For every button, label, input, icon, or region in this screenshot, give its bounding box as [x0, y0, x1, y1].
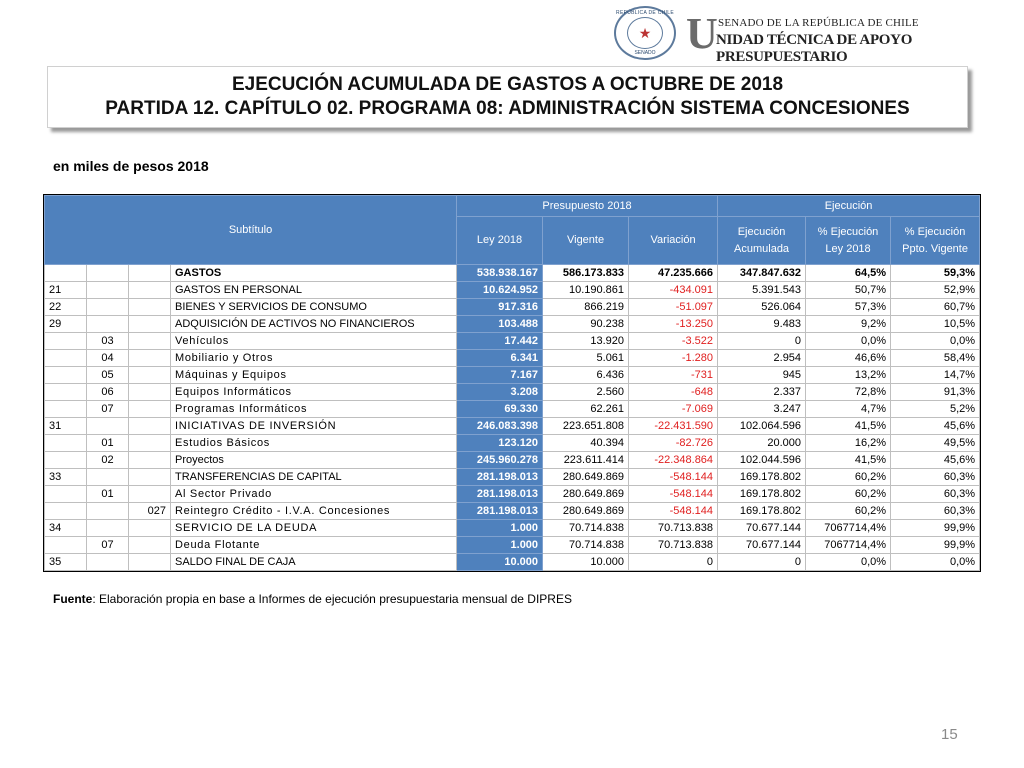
- pct-vigente-cell: 45,6%: [891, 418, 980, 435]
- pct-vigente-cell: 60,7%: [891, 299, 980, 316]
- ejecucion-cell: 0: [718, 333, 806, 350]
- pct-vigente-cell: 0,0%: [891, 554, 980, 571]
- title-line-1: EJECUCIÓN ACUMULADA DE GASTOS A OCTUBRE DE 2018: [231, 74, 784, 95]
- header-ejec-line1: Ejecución: [737, 225, 786, 238]
- table-row: [45, 350, 980, 367]
- header-pct-ley: [806, 217, 891, 265]
- subtitulo-cell: 35: [45, 554, 87, 571]
- asignacion-cell: [129, 486, 171, 503]
- header-subtitulo: Subtítulo: [45, 196, 457, 265]
- subtitulo-cell: [45, 350, 87, 367]
- ejecucion-cell: 945: [718, 367, 806, 384]
- subtitulo-cell: [45, 384, 87, 401]
- ley-cell: 103.488: [457, 316, 543, 333]
- variacion-cell: -1.280: [629, 350, 718, 367]
- pct-vigente-cell: 45,6%: [891, 452, 980, 469]
- concept-cell: GASTOS EN PERSONAL: [171, 282, 457, 299]
- table-row: [45, 537, 980, 554]
- ejecucion-cell: 70.677.144: [718, 537, 806, 554]
- concept-cell: TRANSFERENCIAS DE CAPITAL: [171, 469, 457, 486]
- concept-cell: Proyectos: [171, 452, 457, 469]
- vigente-cell: 62.261: [543, 401, 629, 418]
- ejecucion-cell: 70.677.144: [718, 520, 806, 537]
- source-note: [53, 592, 572, 606]
- asignacion-cell: [129, 469, 171, 486]
- asignacion-cell: [129, 384, 171, 401]
- concept-cell: Reintegro Crédito - I.V.A. Concesiones: [171, 503, 457, 520]
- ejecucion-cell: 9.483: [718, 316, 806, 333]
- concept-cell: SERVICIO DE LA DEUDA: [171, 520, 457, 537]
- vigente-cell: 10.190.861: [543, 282, 629, 299]
- pct-vigente-cell: 60,3%: [891, 469, 980, 486]
- header-row-1: [45, 196, 980, 217]
- pct-ley-cell: 9,2%: [806, 316, 891, 333]
- pct-ley-cell: 0,0%: [806, 554, 891, 571]
- pct-ley-cell: 13,2%: [806, 367, 891, 384]
- variacion-cell: -434.091: [629, 282, 718, 299]
- ley-cell: 6.341: [457, 350, 543, 367]
- item-cell: 07: [87, 537, 129, 554]
- vigente-cell: 90.238: [543, 316, 629, 333]
- variacion-cell: -648: [629, 384, 718, 401]
- pct-ley-cell: 60,2%: [806, 503, 891, 520]
- subtitulo-cell: 31: [45, 418, 87, 435]
- concept-cell: INICIATIVAS DE INVERSIÓN: [171, 418, 457, 435]
- pct-ley-cell: 50,7%: [806, 282, 891, 299]
- subtitulo-cell: [45, 435, 87, 452]
- ley-cell: 17.442: [457, 333, 543, 350]
- asignacion-cell: [129, 265, 171, 282]
- ley-cell: 10.000: [457, 554, 543, 571]
- vigente-cell: 866.219: [543, 299, 629, 316]
- concept-cell: BIENES Y SERVICIOS DE CONSUMO: [171, 299, 457, 316]
- asignacion-cell: [129, 333, 171, 350]
- ley-cell: 3.208: [457, 384, 543, 401]
- vigente-cell: 5.061: [543, 350, 629, 367]
- item-cell: [87, 282, 129, 299]
- seal-top-text: REPÚBLICA DE CHILE: [616, 10, 674, 16]
- header-variacion: Variación: [629, 217, 718, 265]
- ejecucion-cell: 102.044.596: [718, 452, 806, 469]
- asignacion-cell: [129, 350, 171, 367]
- page-number: 15: [941, 726, 958, 743]
- pct-vigente-cell: 10,5%: [891, 316, 980, 333]
- asignacion-cell: [129, 367, 171, 384]
- header-pct-vig-line1: % Ejecución: [904, 225, 966, 238]
- variacion-cell: 0: [629, 554, 718, 571]
- variacion-cell: -548.144: [629, 469, 718, 486]
- asignacion-cell: [129, 537, 171, 554]
- table-row: [45, 469, 980, 486]
- ejecucion-cell: 3.247: [718, 401, 806, 418]
- asignacion-cell: [129, 418, 171, 435]
- item-cell: 02: [87, 452, 129, 469]
- vigente-cell: 40.394: [543, 435, 629, 452]
- ley-cell: 1.000: [457, 537, 543, 554]
- item-cell: [87, 503, 129, 520]
- item-cell: 04: [87, 350, 129, 367]
- variacion-cell: -7.069: [629, 401, 718, 418]
- ley-cell: 69.330: [457, 401, 543, 418]
- vigente-cell: 223.611.414: [543, 452, 629, 469]
- brand-top-text: SENADO DE LA REPÚBLICA DE CHILE: [718, 17, 919, 29]
- pct-vigente-cell: 99,9%: [891, 520, 980, 537]
- table-row: [45, 384, 980, 401]
- header-ejec-line2: Acumulada: [734, 242, 790, 255]
- header-ejecucion-acumulada: [718, 217, 806, 265]
- header-pct-ley-line2: Ley 2018: [825, 242, 871, 255]
- item-cell: 05: [87, 367, 129, 384]
- item-cell: 01: [87, 435, 129, 452]
- header-pct-vig-line2: Ppto. Vigente: [902, 242, 968, 255]
- table-row: [45, 333, 980, 350]
- budget-table: [44, 195, 980, 571]
- variacion-cell: -3.522: [629, 333, 718, 350]
- table-row: [45, 435, 980, 452]
- subtitulo-cell: [45, 333, 87, 350]
- variacion-cell: -22.431.590: [629, 418, 718, 435]
- concept-cell: Programas Informáticos: [171, 401, 457, 418]
- header-ley: Ley 2018: [457, 217, 543, 265]
- item-cell: 06: [87, 384, 129, 401]
- item-cell: [87, 316, 129, 333]
- pct-ley-cell: 4,7%: [806, 401, 891, 418]
- brand-bottom-text: NIDAD TÉCNICA DE APOYO PRESUPUESTARIO: [716, 32, 913, 65]
- vigente-cell: 586.173.833: [543, 265, 629, 282]
- table-row: [45, 554, 980, 571]
- table-row: [45, 299, 980, 316]
- pct-ley-cell: 46,6%: [806, 350, 891, 367]
- title-line-2: PARTIDA 12. CAPÍTULO 02. PROGRAMA 08: ADMINISTRACIÓN SISTEMA CONCESIONES: [105, 98, 910, 119]
- subtitulo-cell: [45, 367, 87, 384]
- subtitulo-cell: [45, 452, 87, 469]
- vigente-cell: 280.649.869: [543, 503, 629, 520]
- variacion-cell: -548.144: [629, 503, 718, 520]
- ley-cell: 917.316: [457, 299, 543, 316]
- units-label: en miles de pesos 2018: [53, 158, 209, 174]
- pct-ley-cell: 7067714,4%: [806, 537, 891, 554]
- vigente-cell: 6.436: [543, 367, 629, 384]
- source-label: Fuente: [53, 592, 93, 606]
- pct-vigente-cell: 59,3%: [891, 265, 980, 282]
- vigente-cell: 2.560: [543, 384, 629, 401]
- title-box: [47, 66, 968, 128]
- ejecucion-cell: 169.178.802: [718, 469, 806, 486]
- ley-cell: 281.198.013: [457, 469, 543, 486]
- header-pct-ley-line1: % Ejecución: [817, 225, 879, 238]
- concept-cell: Máquinas y Equipos: [171, 367, 457, 384]
- pct-vigente-cell: 5,2%: [891, 401, 980, 418]
- pct-ley-cell: 60,2%: [806, 486, 891, 503]
- table-row: [45, 520, 980, 537]
- concept-cell: Estudios Básicos: [171, 435, 457, 452]
- item-cell: [87, 554, 129, 571]
- concept-cell: Vehículos: [171, 333, 457, 350]
- pct-ley-cell: 41,5%: [806, 418, 891, 435]
- subtitulo-cell: 21: [45, 282, 87, 299]
- ejecucion-cell: 2.337: [718, 384, 806, 401]
- asignacion-cell: [129, 299, 171, 316]
- table-row: [45, 452, 980, 469]
- variacion-cell: -82.726: [629, 435, 718, 452]
- ley-cell: 245.960.278: [457, 452, 543, 469]
- variacion-cell: -731: [629, 367, 718, 384]
- variacion-cell: 70.713.838: [629, 520, 718, 537]
- vigente-cell: 280.649.869: [543, 486, 629, 503]
- variacion-cell: -22.348.864: [629, 452, 718, 469]
- variacion-cell: -13.250: [629, 316, 718, 333]
- asignacion-cell: 027: [129, 503, 171, 520]
- subtitulo-cell: [45, 265, 87, 282]
- source-text: : Elaboración propia en base a Informes de ejecución presupuestaria mensual de DIPRES: [92, 592, 572, 606]
- vigente-cell: 70.714.838: [543, 520, 629, 537]
- item-cell: 03: [87, 333, 129, 350]
- subtitulo-cell: [45, 503, 87, 520]
- pct-vigente-cell: 0,0%: [891, 333, 980, 350]
- seal-bottom-text: SENADO: [634, 50, 656, 56]
- concept-cell: ADQUISICIÓN DE ACTIVOS NO FINANCIEROS: [171, 316, 457, 333]
- ejecucion-cell: 102.064.596: [718, 418, 806, 435]
- concept-cell: GASTOS: [171, 265, 457, 282]
- item-cell: 01: [87, 486, 129, 503]
- asignacion-cell: [129, 282, 171, 299]
- asignacion-cell: [129, 554, 171, 571]
- pct-vigente-cell: 49,5%: [891, 435, 980, 452]
- ejecucion-cell: 5.391.543: [718, 282, 806, 299]
- item-cell: [87, 520, 129, 537]
- variacion-cell: -548.144: [629, 486, 718, 503]
- vigente-cell: 223.651.808: [543, 418, 629, 435]
- item-cell: [87, 418, 129, 435]
- pct-vigente-cell: 60,3%: [891, 486, 980, 503]
- vigente-cell: 280.649.869: [543, 469, 629, 486]
- senate-seal-logo: [614, 6, 676, 60]
- pct-ley-cell: 57,3%: [806, 299, 891, 316]
- asignacion-cell: [129, 435, 171, 452]
- concept-cell: SALDO FINAL DE CAJA: [171, 554, 457, 571]
- subtitulo-cell: [45, 486, 87, 503]
- item-cell: [87, 299, 129, 316]
- ejecucion-cell: 169.178.802: [718, 503, 806, 520]
- subtitulo-cell: 34: [45, 520, 87, 537]
- pct-ley-cell: 41,5%: [806, 452, 891, 469]
- subtitulo-cell: 22: [45, 299, 87, 316]
- ejecucion-cell: 347.847.632: [718, 265, 806, 282]
- pct-vigente-cell: 14,7%: [891, 367, 980, 384]
- variacion-cell: -51.097: [629, 299, 718, 316]
- ejecucion-cell: 20.000: [718, 435, 806, 452]
- subtitulo-cell: 29: [45, 316, 87, 333]
- pct-ley-cell: 72,8%: [806, 384, 891, 401]
- header-ejecucion: Ejecución: [718, 196, 980, 217]
- table-row: [45, 401, 980, 418]
- ley-cell: 281.198.013: [457, 486, 543, 503]
- ley-cell: 538.938.167: [457, 265, 543, 282]
- table-row: [45, 367, 980, 384]
- subtitulo-cell: [45, 401, 87, 418]
- concept-cell: Deuda Flotante: [171, 537, 457, 554]
- vigente-cell: 10.000: [543, 554, 629, 571]
- ley-cell: 1.000: [457, 520, 543, 537]
- ley-cell: 7.167: [457, 367, 543, 384]
- ley-cell: 246.083.398: [457, 418, 543, 435]
- header-vigente: Vigente: [543, 217, 629, 265]
- pct-vigente-cell: 52,9%: [891, 282, 980, 299]
- ley-cell: 10.624.952: [457, 282, 543, 299]
- pct-ley-cell: 0,0%: [806, 333, 891, 350]
- item-cell: [87, 469, 129, 486]
- asignacion-cell: [129, 520, 171, 537]
- subtitulo-cell: [45, 537, 87, 554]
- concept-cell: Equipos Informáticos: [171, 384, 457, 401]
- subtitulo-cell: 33: [45, 469, 87, 486]
- vigente-cell: 70.714.838: [543, 537, 629, 554]
- asignacion-cell: [129, 316, 171, 333]
- pct-ley-cell: 7067714,4%: [806, 520, 891, 537]
- table-row: [45, 503, 980, 520]
- pct-vigente-cell: 58,4%: [891, 350, 980, 367]
- asignacion-cell: [129, 452, 171, 469]
- pct-ley-cell: 16,2%: [806, 435, 891, 452]
- item-cell: [87, 265, 129, 282]
- concept-cell: Mobiliario y Otros: [171, 350, 457, 367]
- table-row: [45, 265, 980, 282]
- pct-vigente-cell: 91,3%: [891, 384, 980, 401]
- pct-vigente-cell: 60,3%: [891, 503, 980, 520]
- ejecucion-cell: 169.178.802: [718, 486, 806, 503]
- table-row: [45, 486, 980, 503]
- table-row: [45, 282, 980, 299]
- header-presupuesto: Presupuesto 2018: [457, 196, 718, 217]
- table-row: [45, 316, 980, 333]
- item-cell: 07: [87, 401, 129, 418]
- pct-ley-cell: 64,5%: [806, 265, 891, 282]
- ejecucion-cell: 0: [718, 554, 806, 571]
- variacion-cell: 47.235.666: [629, 265, 718, 282]
- vigente-cell: 13.920: [543, 333, 629, 350]
- star-icon: ★: [627, 17, 663, 49]
- ley-cell: 123.120: [457, 435, 543, 452]
- ejecucion-cell: 526.064: [718, 299, 806, 316]
- pct-ley-cell: 60,2%: [806, 469, 891, 486]
- brand-letter: U: [686, 9, 718, 58]
- asignacion-cell: [129, 401, 171, 418]
- ejecucion-cell: 2.954: [718, 350, 806, 367]
- variacion-cell: 70.713.838: [629, 537, 718, 554]
- ley-cell: 281.198.013: [457, 503, 543, 520]
- concept-cell: Al Sector Privado: [171, 486, 457, 503]
- table-row: [45, 418, 980, 435]
- pct-vigente-cell: 99,9%: [891, 537, 980, 554]
- header-pct-vigente: [891, 217, 980, 265]
